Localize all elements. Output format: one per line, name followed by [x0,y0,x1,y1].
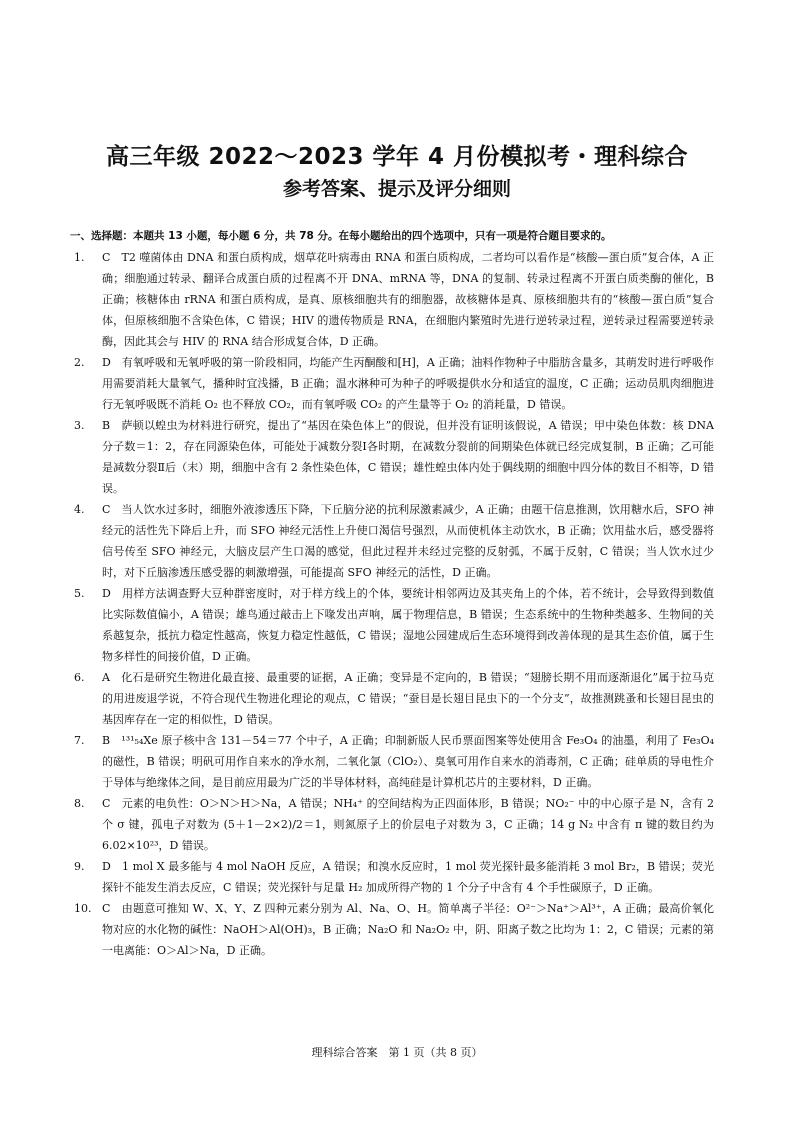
answer-list [74,247,714,961]
answer-number: 7. [74,734,85,747]
answer-number: 4. [74,503,85,516]
answer-item [74,793,714,856]
answer-text: D 用样方法调查野大豆种群密度时，对于样方线上的个体，要统计相邻两边及其夹角上的个体，若不统计，会导致得到数值比实际数值偏小，A 错误；雄鸟通过敲击上下喙发出声响，属于物理信息，B 错误；生态系统中的生物种类越多、生物间的关系越复杂，抵抗力稳定性越高，恢复力稳定性越低，C 错误；湿地公园建成后生态环境得到改善体现的是其生态价值，属于生物多样性的间接价值，D 正确。 [102,587,714,663]
answer-item [74,352,714,415]
page-title: 高三年级 2022～2023 学年 4 月份模拟考・理科综合 [105,144,689,170]
answer-text: B 萨顿以蝗虫为材料进行研究，提出了“基因在染色体上”的假说，但并没有证明该假说，A 错误；甲中染色体数：核 DNA 分子数＝1：2，存在同源染色体，可能处于减数分裂Ⅰ各时期，在减数分裂前的间期染色体就已经完成复制，B 正确；乙可能是减数分裂Ⅱ后（末）期，细胞中含有 2 条性染色体，C 错误；雄性蝗虫体内处于偶线期的细胞中四分体的数目不相等，D 错误。 [102,419,714,495]
answer-number: 6. [74,671,85,684]
answer-content [70,226,714,961]
page-subtitle: 参考答案、提示及评分细则 [282,178,511,200]
answer-number: 2. [74,356,85,369]
answer-number: 8. [74,797,85,810]
answer-text: C 元素的电负性：O＞N＞H＞Na，A 错误；NH₄⁺ 的空间结构为正四面体形，B 错误；NO₂⁻ 中的中心原子是 N，含有 2 个 σ 键，孤电子对数为 (5＋1－2×2)/2＝1，则氮原子上的价层电子对数为 3，C 正确；14 g N₂ 中含有 π 键的数目约为 6.02×10²³，D 错误。 [102,797,714,852]
answer-item [74,667,714,730]
answer-text: D 有氧呼吸和无氧呼吸的第一阶段相同，均能产生丙酮酸和[H]，A 正确；油料作物种子中脂肪含量多，其萌发时进行呼吸作用需要消耗大量氧气，播种时宜浅播，B 正确；温水淋种可为种子的呼吸提供水分和适宜的温度，C 正确；运动员肌肉细胞进行无氧呼吸既不消耗 O₂ 也不释放 CO₂，而有氧呼吸 CO₂ 的产生量等于 O₂ 的消耗量，D 错误。 [102,356,714,411]
answer-number: 9. [74,860,85,873]
answer-text: D 1 mol X 最多能与 4 mol NaOH 反应，A 错误；和溴水反应时，1 mol 荧光探针最多能消耗 3 mol Br₂，B 错误；荧光探针不能发生消去反应，C 错误；荧光探针与足量 H₂ 加成所得产物的 1 个分子中含有 4 个手性碳原子，D 正确。 [102,860,714,894]
answer-text: B ¹³¹₅₄Xe 原子核中含 131－54＝77 个中子，A 正确；印制新版人民币票面图案等处使用含 Fe₃O₄ 的油墨，利用了 Fe₃O₄ 的磁性，B 错误；明矾可用作自来水的净水剂，二氧化氯（ClO₂）、臭氧可用作自来水的消毒剂，C 正确；硅单质的导电性介于导体与绝缘体之间，是目前应用最为广泛的半导体材料，高纯硅是计算机芯片的主要材料，D 正确。 [102,734,714,789]
answer-item [74,415,714,499]
answer-item [74,499,714,583]
answer-number: 1. [74,251,85,264]
answer-number: 5. [74,587,85,600]
answer-item [74,247,714,352]
answer-item [74,730,714,793]
answer-text: C 当人饮水过多时，细胞外液渗透压下降，下丘脑分泌的抗利尿激素减少，A 正确；由题干信息推测，饮用糖水后，SFO 神经元的活性先下降后上升，而 SFO 神经元活性上升使口渴信号强烈，从而使机体主动饮水，B 正确；饮用盐水后，感受器将信号传至 SFO 神经元，大脑皮层产生口渴的感觉，但此过程并未经过完整的反射弧，不属于反射，C 错误；当人饮水过少时，对下丘脑渗透压感受器的刺激增强，可能提高 SFO 神经元的活性，D 正确。 [102,503,714,579]
answer-text: C T2 噬菌体由 DNA 和蛋白质构成，烟草花叶病毒由 RNA 和蛋白质构成，二者均可以看作是“核酸—蛋白质”复合体，A 正确；细胞通过转录、翻译合成蛋白质的过程离不开 DNA、mRNA 等，DNA 的复制、转录过程离不开蛋白质类酶的催化，B 正确；核糖体由 rRNA 和蛋白质构成，是真、原核细胞共有的细胞器，故核糖体是真、原核细胞共有的“核酸—蛋白质”复合体，但原核细胞不含染色体，C 错误；HIV 的遗传物质是 RNA，在细胞内繁殖时先进行逆转录过程，逆转录过程需要逆转录酶，因此其会与 HIV 的 RNA 结合形成复合体，D 正确。 [102,251,714,348]
answer-item [74,856,714,898]
answer-number: 10. [74,902,92,915]
answer-number: 3. [74,419,85,432]
section-header: 一、选择题：本题共 13 小题，每小题 6 分，共 78 分。在每小题给出的四个选项中，只有一项是符合题目要求的。 [70,230,612,242]
answer-item [74,898,714,961]
answer-item [74,583,714,667]
page-footer: 理科综合答案 第 1 页（共 8 页） [311,1046,483,1059]
answer-text: A 化石是研究生物进化最直接、最重要的证据，A 正确；变异是不定向的，B 错误；“翅膀长期不用而逐渐退化”属于拉马克的用进废退学说，不符合现代生物进化理论的观点，C 错误；“蚕目是长翅目昆虫下的一个分支”，故推测跳蚤和长翅目昆虫的基因库存在一定的相似性，D 错误。 [102,671,714,726]
answer-text: C 由题意可推知 W、X、Y、Z 四种元素分别为 Al、Na、O、H。简单离子半径：O²⁻＞Na⁺＞Al³⁺，A 正确；最高价氧化物对应的水化物的碱性：NaOH＞Al(OH)₃，B 正确；Na₂O 和 Na₂O₂ 中，阴、阳离子数之比均为 1：2，C 错误；元素的第一电离能：O＞Al＞Na，D 正确。 [102,902,714,957]
